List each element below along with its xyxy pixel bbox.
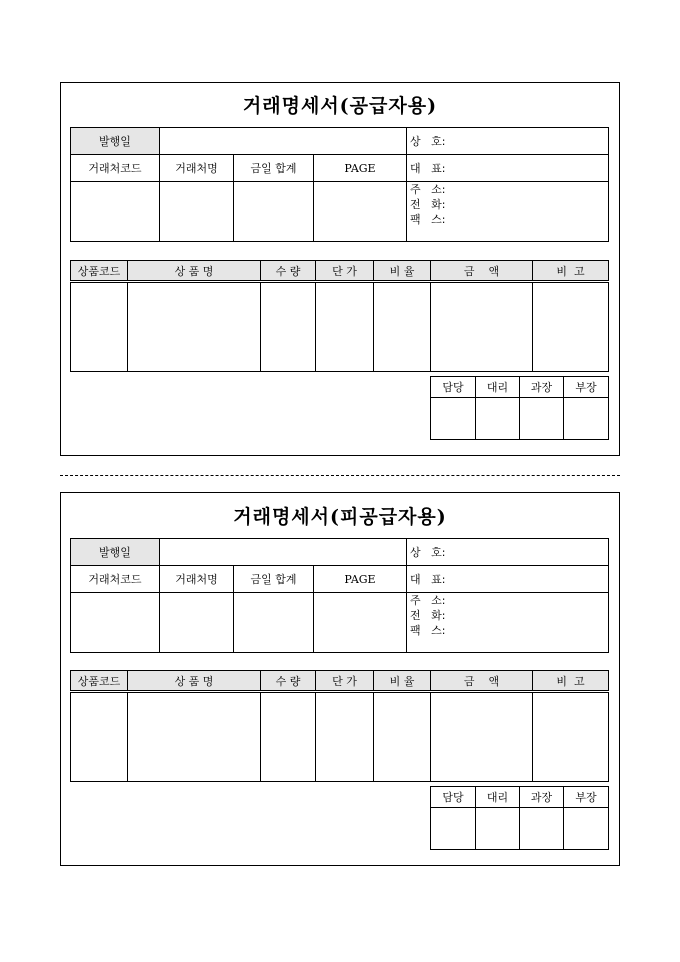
phone-label: 전 화: — [410, 609, 446, 622]
sign-director-label: 부장 — [564, 787, 609, 808]
company-label: 상 호: — [407, 539, 609, 566]
cell-remarks[interactable] — [533, 282, 609, 372]
cell-amount[interactable] — [431, 692, 533, 782]
sign-manager-box[interactable] — [520, 398, 564, 440]
cell-ratio[interactable] — [374, 692, 431, 782]
cell-ratio[interactable] — [374, 282, 431, 372]
col-remarks: 비 고 — [533, 671, 609, 692]
client-name-value[interactable] — [160, 182, 234, 242]
sign-assistant-label: 대리 — [476, 787, 520, 808]
client-name-label: 거래처명 — [160, 566, 234, 593]
product-table — [70, 670, 609, 782]
col-quantity: 수 량 — [261, 671, 316, 692]
page-label: PAGE — [314, 566, 407, 593]
col-unit-price: 단 가 — [316, 671, 374, 692]
sign-staff-label: 담당 — [431, 377, 476, 398]
invoice-form-supplier — [60, 82, 620, 456]
ceo-label: 대 표: — [407, 155, 609, 182]
client-code-value[interactable] — [71, 182, 160, 242]
cut-line — [60, 475, 620, 476]
sign-director-label: 부장 — [564, 377, 609, 398]
sign-director-box[interactable] — [564, 398, 609, 440]
cell-product-code[interactable] — [71, 692, 128, 782]
cell-quantity[interactable] — [261, 692, 316, 782]
sign-staff-label: 담당 — [431, 787, 476, 808]
client-code-label: 거래처코드 — [71, 155, 160, 182]
client-name-value[interactable] — [160, 593, 234, 653]
sign-assistant-box[interactable] — [476, 398, 520, 440]
sign-assistant-label: 대리 — [476, 377, 520, 398]
fax-label: 팩 스: — [410, 213, 446, 226]
cell-product-code[interactable] — [71, 282, 128, 372]
cell-unit-price[interactable] — [316, 282, 374, 372]
sign-manager-label: 과장 — [520, 377, 564, 398]
cell-amount[interactable] — [431, 282, 533, 372]
col-ratio: 비 율 — [374, 671, 431, 692]
issue-date-value[interactable] — [160, 128, 407, 155]
contact-info — [407, 182, 609, 242]
page-label: PAGE — [314, 155, 407, 182]
form-title: 거래명세서(공급자용) — [242, 95, 438, 117]
col-quantity: 수 량 — [261, 261, 316, 282]
header-table — [70, 127, 609, 242]
approval-table — [430, 786, 609, 850]
page-value[interactable] — [314, 593, 407, 653]
col-ratio: 비 율 — [374, 261, 431, 282]
phone-label: 전 화: — [410, 198, 446, 211]
product-table — [70, 260, 609, 372]
fax-label: 팩 스: — [410, 624, 446, 637]
col-unit-price: 단 가 — [316, 261, 374, 282]
col-remarks: 비 고 — [533, 261, 609, 282]
cell-product-name[interactable] — [128, 282, 261, 372]
contact-info — [407, 593, 609, 653]
client-code-value[interactable] — [71, 593, 160, 653]
col-product-name: 상 품 명 — [128, 261, 261, 282]
amount-total-value[interactable] — [234, 593, 314, 653]
company-label: 상 호: — [407, 128, 609, 155]
cell-product-name[interactable] — [128, 692, 261, 782]
sign-manager-label: 과장 — [520, 787, 564, 808]
address-label: 주 소: — [410, 594, 446, 607]
client-code-label: 거래처코드 — [71, 566, 160, 593]
col-product-code: 상품코드 — [71, 671, 128, 692]
col-amount: 금 액 — [431, 671, 533, 692]
cell-remarks[interactable] — [533, 692, 609, 782]
amount-total-label: 금일 합계 — [234, 155, 314, 182]
form-title: 거래명세서(피공급자용) — [233, 506, 447, 528]
issue-date-label: 발행일 — [71, 128, 160, 155]
amount-total-value[interactable] — [234, 182, 314, 242]
sign-staff-box[interactable] — [431, 398, 476, 440]
sign-assistant-box[interactable] — [476, 808, 520, 850]
col-amount: 금 액 — [431, 261, 533, 282]
cell-unit-price[interactable] — [316, 692, 374, 782]
address-label: 주 소: — [410, 183, 446, 196]
issue-date-label: 발행일 — [71, 539, 160, 566]
page-value[interactable] — [314, 182, 407, 242]
sign-manager-box[interactable] — [520, 808, 564, 850]
sign-director-box[interactable] — [564, 808, 609, 850]
amount-total-label: 금일 합계 — [234, 566, 314, 593]
invoice-form-recipient — [60, 492, 620, 866]
cell-quantity[interactable] — [261, 282, 316, 372]
col-product-code: 상품코드 — [71, 261, 128, 282]
ceo-label: 대 표: — [407, 566, 609, 593]
col-product-name: 상 품 명 — [128, 671, 261, 692]
issue-date-value[interactable] — [160, 539, 407, 566]
client-name-label: 거래처명 — [160, 155, 234, 182]
header-table — [70, 538, 609, 653]
sign-staff-box[interactable] — [431, 808, 476, 850]
approval-table — [430, 376, 609, 440]
